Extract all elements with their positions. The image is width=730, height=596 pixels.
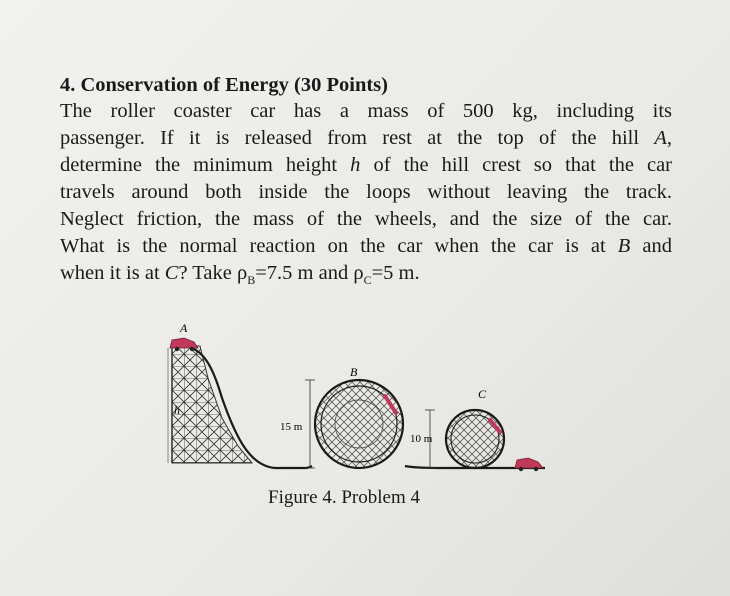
problem-line-2: passenger. If it is released from rest at the top of the hill A,	[60, 127, 672, 149]
car-exit-icon	[515, 458, 543, 471]
problem-line-4: travels around both inside the loops without leaving the track.	[60, 181, 672, 203]
figure-caption: Figure 4. Problem 4	[268, 487, 420, 508]
dim-label-10m: 10 m	[410, 433, 433, 445]
problem-title: 4. Conservation of Energy (30 Points)	[60, 74, 388, 96]
roller-coaster-diagram	[160, 318, 560, 488]
problem-line-6: What is the normal reaction on the car when the car is at B and	[60, 235, 673, 257]
problem-line-1: The roller coaster car has a mass of 500 kg, including its	[60, 100, 672, 122]
problem-text	[60, 98, 672, 294]
loop-c	[446, 410, 504, 468]
label-a: A	[180, 321, 188, 335]
label-c: C	[478, 387, 487, 401]
roller-coaster-figure	[160, 318, 560, 488]
label-h: h	[174, 403, 180, 417]
problem-line-7: when it is at C? Take $\rho_B=7.5$ m and $\rho_C=5$ m.	[60, 262, 420, 288]
loop-b	[315, 380, 403, 468]
dimension-15m	[305, 380, 315, 468]
problem-block	[60, 72, 672, 294]
problem-line-5: Neglect friction, the mass of the wheels, and the size of the car.	[60, 208, 672, 230]
hill-support-truss	[172, 346, 252, 463]
problem-line-3: determine the minimum height h of the hill crest so that the car	[60, 154, 672, 176]
dim-label-15m: 15 m	[280, 421, 303, 433]
label-b: B	[350, 365, 358, 379]
